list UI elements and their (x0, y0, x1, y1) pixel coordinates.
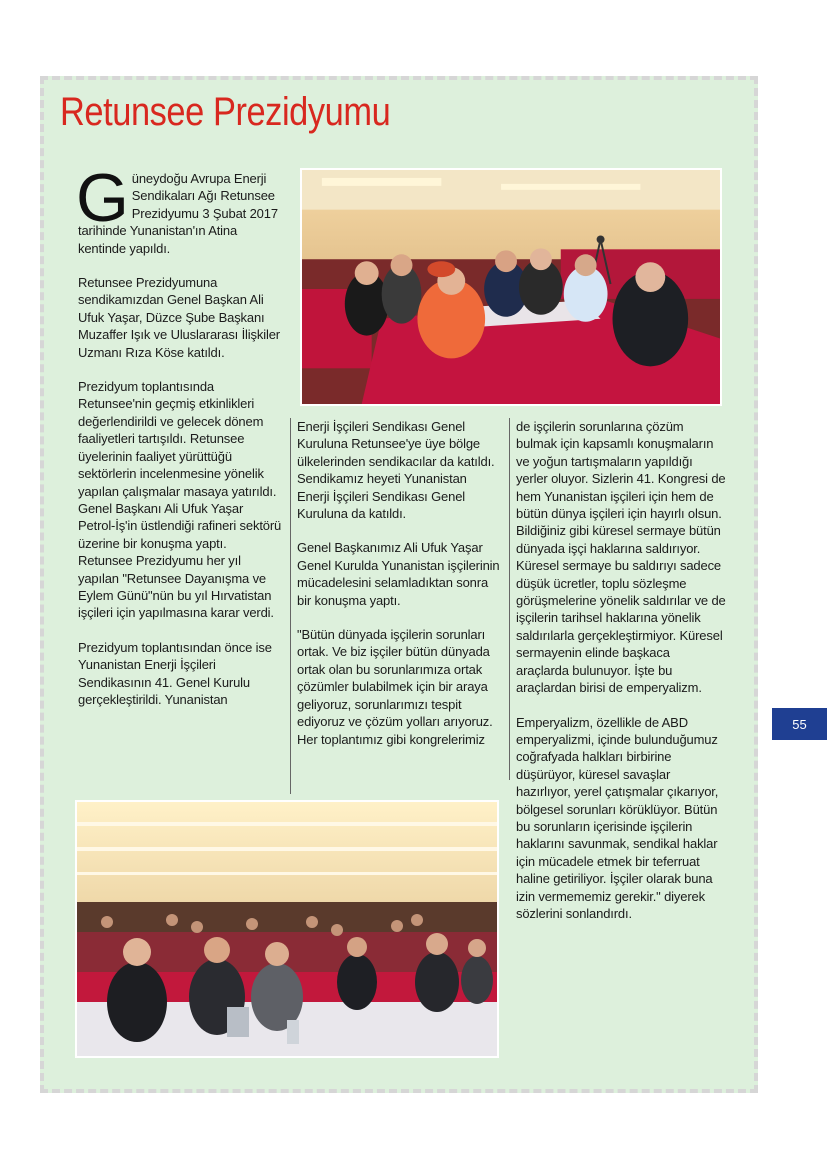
column-divider (290, 418, 291, 794)
article-column-2 (297, 418, 501, 748)
page-number-tab (772, 708, 827, 740)
congress-photo-image (77, 802, 497, 1056)
congress-photo (75, 800, 499, 1058)
paragraph: "Bütün dünyada işçilerin sorunları ortak. Ve biz işçiler bütün dünyada ortak olan bu sorunlarımıza ortak çözümler bulabilmek için bir araya geliyoruz, sorunlarımızı tespit ediyoruz ve çözüm yolları arıyoruz. Her toplantımız gibi kongrelerimiz (297, 627, 493, 747)
article-column-1 (76, 160, 283, 708)
meeting-photo (300, 168, 722, 406)
article-column-3 (516, 418, 726, 922)
page-title: Retunsee Prezidyumu (60, 90, 391, 134)
paragraph: de işçilerin sorunlarına çözüm bulmak için kapsamlı konuşmaların ve yoğun tartışmaların yapıldığı yerler oluyor. Sizlerin 41. Kongresi de hem Yunanistan işçileri için hem de bütün dünya işçileri için hayırlı olsun. Bildiğiniz gibi küresel sermaye bütün dünyada işçi haklarına saldırıyor. Küresel sermaye bu saldırıyı sadece düşük ücretler, toplu sözleşme görüşmelerine yönelik saldırılar ve de işçilerin tarihsel haklarına yönelik saldırılarla gerçekleştirmiyor. Küresel sermayenin elinde başkaca araçlarda bulunuyor. İşte bu araçlardan birisi de emperyalizm. (516, 419, 726, 696)
paragraph: Genel Başkanımız Ali Ufuk Yaşar Genel Kurulda Yunanistan işçilerinin mücadelesini selamladıktan sonra bir konuşma yaptı. (297, 540, 500, 608)
paragraph: Prezidyum toplantısında Retunsee'nin geçmiş etkinlikleri değerlendirildi ve gelecek dönem faaliyetleri tartışıldı. Retunsee üyelerinin faaliyet yürüttüğü sektörlerin incelenmesine yönelik yapılan çalışmalar masaya yatırıldı. Genel Başkanı Ali Ufuk Yaşar Petrol-İş'in üstlendiği rafineri sektörü üzerine bir konuşma yaptı. Retunsee Prezidyumu her yıl yapılan "Retunsee Dayanışma ve Eylem Günü"nün bu yıl Hırvatistan işçileri için yapılmasına karar verdi. (78, 379, 282, 621)
paragraph: Retunsee Prezidyumuna sendikamızdan Genel Başkan Ali Ufuk Yaşar, Düzce Şube Başkanı Muzaffer Işık ve Uluslararası İlişkiler Uzmanı Rıza Köse katıldı. (78, 275, 280, 360)
page-number: 55 (792, 716, 807, 732)
paragraph: Prezidyum toplantısından önce ise Yunanistan Enerji İşçileri Sendikasının 41. Genel Kurulu gerçekleştirildi. Yunanistan (78, 639, 272, 707)
paragraph: Güneydoğu Avrupa Enerji Sendikaları Ağı Retunsee Prezidyumu 3 Şubat 2017 tarihinde Yunanistan'ın Atina kentinde yapıldı. (76, 160, 278, 256)
column-divider (509, 418, 510, 780)
drop-cap: G (76, 160, 129, 236)
meeting-photo-image (302, 170, 720, 404)
paragraph: Enerji İşçileri Sendikası Genel Kuruluna Retunsee'ye üye bölge ülkelerinden sendikacılar da katıldı. Sendikamız heyeti Yunanistan Enerji İşçileri Sendikası Genel Kuruluna da katıldı. (297, 419, 495, 522)
paragraph: Emperyalizm, özellikle de ABD emperyalizmi, içinde bulunduğumuz coğrafyada halkları birbirine düşürüyor, küresel savaşlar hazırlıyor, yerel çatışmalar çıkarıyor, bölgesel sorunları körüklüyor. Bütün bu sorunların içerisinde işçilerin haklarını savunmak, sendikal haklar için mücadele etmek bir teferruat haline getiriliyor. İşçiler olarak buna izin vermememiz gerekir." diyerek sözlerini sonlandırdı. (516, 714, 719, 921)
